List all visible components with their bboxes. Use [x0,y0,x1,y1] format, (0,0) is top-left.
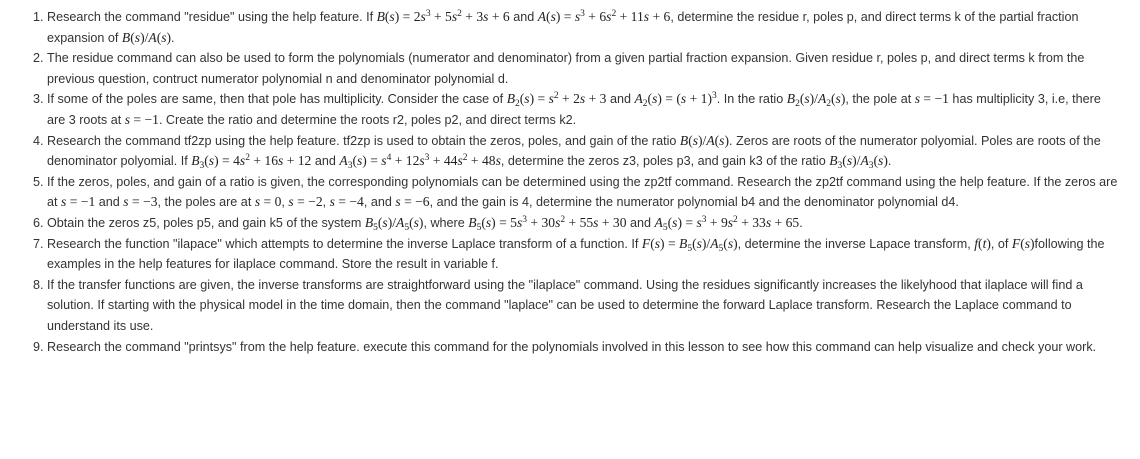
question-text: . In the ratio [716,92,787,107]
question-text: following the examples in the help features for ilaplace command. Store the result in variable f. [47,236,1105,272]
question-text: . [799,215,803,230]
question-2 [47,48,1118,89]
question-8 [47,275,1118,337]
question-text: Research the command "printsys" from the help feature. execute this command for the polynomials involved in this lesson to see how this command can help visualize and check your work. [47,339,1097,354]
math-expression: f(t) [974,235,991,251]
math-expression: B(s)/A(s) [679,132,729,148]
question-text: . [171,30,175,45]
math-expression: s = 0 [254,194,282,210]
question-text: If the transfer functions are given, the inverse transforms are straightforward using the "ilaplace" command. Using the residues significantly increases the likelyhood that ilaplace will find a solution. If starting with the physical model in the time domain, then the command "laplace" can be used to determine the forward Laplace transform. Research the Laplace command to understand its use. [47,277,1083,333]
math-expression: $B_2(s)/A_2(s)$ [786,91,846,110]
question-text: , [322,195,330,210]
question-4 [47,131,1118,172]
math-expression: $A_3(s) = s^4 + 12s^3 + 44s^2 + 48s$ [339,153,501,172]
math-expression: $A(s) = s^3 + 6s^2 + 11s + 6$ [537,9,671,24]
question-text: and [626,215,655,230]
question-5 [47,172,1118,213]
math-expression: s = −4 [329,194,364,210]
question-3 [47,89,1118,130]
question-text: , and the gain is 4, determine the numerator polynomial b4 and the denominator polynomial d4. [429,195,959,210]
question-text: and [311,154,340,169]
question-text: and [95,195,124,210]
question-text: , [281,195,289,210]
question-7 [47,234,1118,275]
math-expression: s = −1 [914,91,949,107]
question-text: , determine the inverse Lapace transform, [737,236,975,251]
question-text: Research the command "residue" using the help feature. If [47,10,377,24]
math-expression: $F(s) = B_5(s)/A_5(s)$ [641,235,738,254]
math-expression: F(s) [1011,235,1035,251]
question-text: and [606,92,635,107]
math-expression: $B_3(s)/A_3(s)$ [829,153,888,172]
math-expression: $B_2(s) = s^2 + 2s + 3$ [506,91,607,110]
math-expression: $B_5(s) = 5s^3 + 30s^2 + 55s + 30$ [468,214,627,233]
question-1 [47,7,1118,48]
question-text: and [509,10,538,24]
question-text: If some of the poles are same, then that pole has multiplicity. Consider the case of [47,92,507,107]
math-expression: s = −1 [124,111,159,127]
math-expression: $A_2(s) = (s + 1)^3$ [634,91,717,110]
question-text: . Create the ratio and determine the roots r2, poles p2, and direct terms k2. [158,112,577,127]
question-text: Obtain the zeros z5, poles p5, and gain k5 of the system [47,215,365,230]
question-text: Research the function "ilapace" which attempts to determine the inverse Laplace transform of a function. If [47,236,642,251]
question-9 [47,337,1118,358]
question-text: The residue command can also be used to form the polynomials (numerator and denominator) from a given partial fraction expansion. Given residue r, poles p, and direct terms k from the previous question, contruct numerator polynomial n and denominator polynomial d. [47,51,1085,86]
question-6 [47,213,1118,234]
math-expression: s = −1 [61,194,96,210]
math-expression: $A_5(s) = s^3 + 9s^2 + 33s + 65$ [654,214,800,233]
question-text: Research the command tf2zp using the help feature. tf2zp is used to obtain the zeros, poles, and gain of the ratio [47,133,680,148]
math-expression: s = −2 [288,194,323,210]
math-expression: B(s)/A(s) [121,29,172,45]
question-text: , and [363,195,396,210]
question-text: , determine the residue r, poles p, and direct terms k of the partial fraction expansion of [47,10,1079,45]
math-expression: $B_3(s) = 4s^2 + 16s + 12$ [191,153,312,172]
question-text: , determine the zeros z3, poles p3, and gain k3 of the ratio [500,154,830,169]
math-expression: s = −6 [395,194,430,210]
question-text: . Zeros are roots of the numerator polyomial. Poles are roots of the denominator polyomial. If [47,133,1101,169]
question-text: If the zeros, poles, and gain of a ratio is given, the corresponding polynomials can be determined using the zp2tf command. Research the zp2tf command using the help feature. If the zeros are at [47,174,1118,210]
question-text: , the poles are at [157,195,255,210]
math-expression: $B(s) = 2s^3 + 5s^2 + 3s + 6$ [376,9,510,24]
question-text: , where [423,215,469,230]
math-expression: s = −3 [123,194,158,210]
question-text: . [887,154,892,169]
question-text: , of [990,236,1012,251]
question-text: , the pole at [845,92,915,107]
math-expression: $B_5(s)/A_5(s)$ [364,214,424,233]
question-text: has multiplicity 3, i.e, there are 3 roots at [47,92,1101,127]
